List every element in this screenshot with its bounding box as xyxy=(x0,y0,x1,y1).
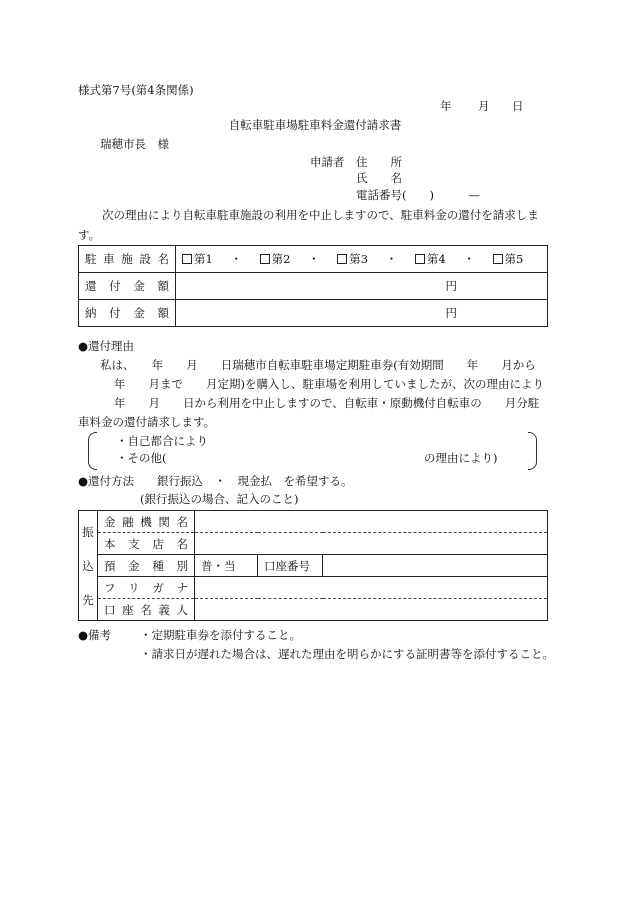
bank-name-field[interactable] xyxy=(195,511,548,533)
checkbox-icon[interactable] xyxy=(260,254,270,264)
refund-amount-table xyxy=(78,245,548,327)
applicant-label: 申請者 xyxy=(310,155,345,169)
branch-field[interactable] xyxy=(195,533,548,555)
branch-label-cell xyxy=(98,533,195,555)
paid-label: 納 付 金 額 xyxy=(85,306,169,320)
facility-options: 第1 ・ 第2 ・ 第3 ・ 第4 ・ 第5 xyxy=(176,246,548,273)
paid-yen: 円 xyxy=(445,306,457,320)
checkbox-icon[interactable] xyxy=(337,254,347,264)
applicant-name-label: 氏 名 xyxy=(356,171,402,185)
deposit-type-field[interactable]: 普・当 xyxy=(195,555,258,577)
checkbox-icon[interactable] xyxy=(493,254,503,264)
remark-item-1: ・定期駐車券を添付すること。 xyxy=(140,628,301,642)
paid-row xyxy=(79,300,548,327)
refund-label: 還 付 金 額 xyxy=(85,279,169,293)
account-holder-field[interactable] xyxy=(195,599,548,621)
reason-option-self[interactable]: ・自己都合により xyxy=(116,434,208,448)
furigana-label-cell xyxy=(98,577,195,599)
transfer-destination-label: 振 込 先 xyxy=(79,511,98,621)
refund-label-cell xyxy=(79,273,176,300)
bank-name-label-cell xyxy=(98,511,195,533)
reason-heading: ●還付理由 xyxy=(78,339,135,353)
refund-amount-field[interactable] xyxy=(176,273,548,300)
reason-line-2: 年 月まで 月定期)を購入し、駐車場を利用していましたが、次の理由により xyxy=(114,377,544,391)
branch-label: 本 支 店 名 xyxy=(104,536,188,551)
deposit-type-label-cell xyxy=(98,555,195,577)
checkbox-icon[interactable] xyxy=(415,254,425,264)
date-day: 日 xyxy=(512,99,524,113)
facility-option-4[interactable]: 第4 xyxy=(415,252,446,266)
paid-label-cell xyxy=(79,300,176,327)
reason-line-1: 私は、 年 月 日瑞穂市自転車駐車場定期駐車券(有効期間 年 月から xyxy=(100,358,536,372)
reason-option-other-end: の理由により) xyxy=(424,451,498,465)
facility-label: 駐 車 施 設 名 xyxy=(85,252,169,266)
applicant-address-label: 住 所 xyxy=(356,155,402,169)
reason-line-4: 車料金の還付請求します。 xyxy=(78,415,216,429)
document-title: 自転車駐車場駐車料金還付請求書 xyxy=(228,118,402,132)
paid-amount-field[interactable] xyxy=(176,300,548,327)
refund-yen: 円 xyxy=(445,279,457,293)
deposit-type-label: 預 金 種 別 xyxy=(104,558,188,573)
checkbox-icon[interactable] xyxy=(182,254,192,264)
addressee: 瑞穂市長 様 xyxy=(100,137,169,151)
bank-transfer-note: (銀行振込の場合、記入のこと) xyxy=(140,492,299,506)
reason-line-3: 年 月 日から利用を中止しますので、自転車・原動機付自転車の 月分駐 xyxy=(114,396,540,410)
account-number-field[interactable] xyxy=(323,555,548,577)
bank-name-label: 金 融 機 関 名 xyxy=(104,514,188,529)
facility-label-cell xyxy=(79,246,176,273)
furigana-label: フ リ ガ ナ xyxy=(104,580,188,595)
account-number-label: 口座番号 xyxy=(258,555,323,577)
date-month: 月 xyxy=(478,99,490,113)
applicant-phone-label: 電話番号( ) — xyxy=(356,188,480,202)
furigana-field[interactable] xyxy=(195,577,548,599)
right-bracket xyxy=(528,432,537,470)
remarks-label: ●備考 xyxy=(78,628,112,642)
refund-method[interactable]: ●還付方法 銀行振込 ・ 現金払 を希望する。 xyxy=(78,474,353,488)
facility-row xyxy=(79,246,548,273)
account-holder-label: 口 座 名 義 人 xyxy=(104,602,188,617)
account-holder-label-cell xyxy=(98,599,195,621)
transfer-destination-table xyxy=(78,510,548,621)
left-bracket xyxy=(88,432,97,470)
refund-row xyxy=(79,273,548,300)
date-year: 年 xyxy=(440,99,452,113)
facility-option-1[interactable]: 第1 xyxy=(182,252,213,266)
facility-option-5[interactable]: 第5 xyxy=(493,252,524,266)
intro-text: 次の理由により自転車駐車施設の利用を中止しますので、駐車料金の還付を請求します。 xyxy=(78,208,539,242)
reason-option-other[interactable]: ・その他( xyxy=(116,451,167,465)
facility-option-2[interactable]: 第2 xyxy=(260,252,291,266)
remark-item-2: ・請求日が遅れた場合は、遅れた理由を明らかにする証明書等を添付すること。 xyxy=(140,647,554,661)
facility-option-3[interactable]: 第3 xyxy=(337,252,368,266)
form-number: 様式第7号(第4条関係) xyxy=(78,83,194,97)
